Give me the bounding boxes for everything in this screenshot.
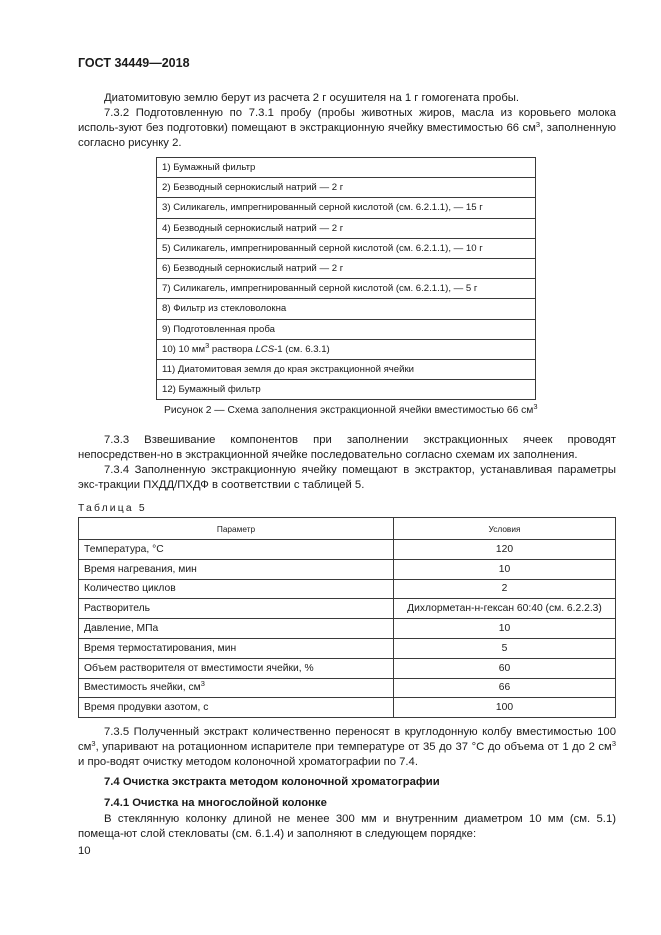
scheme-row: 7) Силикагель, импрегнированный серной кислотой (см. 6.2.1.1), — 5 г: [157, 279, 536, 299]
table-row: Вместимость ячейки, $см^3$ 66: [79, 678, 616, 698]
scheme-row: 11) Диатомитовая земля до края экстракционной ячейки: [157, 359, 536, 379]
table-row: Время термостатирования, мин 5: [79, 638, 616, 658]
page-number: 10: [78, 845, 91, 857]
paragraph-7-3-5: 7.3.5 Полученный экстракт количественно переносят в круглодонную колбу вместимостью 100 $см^3$, упаривают на ротационном испарителе при температуре от 35 до 37 °С до объема от 1 до 2 $см^3$ и про-водят очистку методом колоночной хроматографии по 7.4.: [78, 726, 616, 768]
paragraph-7-3-3: 7.3.3 Взвешивание компонентов при заполнении экстракционных ячеек проводят непосредствен-но в экстракционной ячейке последовательно согласно схемам их заполнения.: [78, 434, 616, 461]
paragraph-7-3-2: 7.3.2 Подготовленную по 7.3.1 пробу (пробы животных жиров, масла из коровьего молока исполь-зуют без подготовки) помещают в экстракционную ячейку вместимостью 66 $см^3$, заполненную согласно рисунку 2.: [78, 107, 616, 149]
scheme-row: 10) 10 $мм^3$ раствора LCS-1 (см. 6.3.1): [157, 339, 536, 359]
paragraph-diatomite: Диатомитовую землю берут из расчета 2 г осушителя на 1 г гомогената пробы.: [104, 92, 520, 104]
table-row: Растворитель Дихлорметан-н-гексан 60:40 (см. 6.2.2.3): [79, 599, 616, 619]
table-row: Объем растворителя от вместимости ячейки, % 60: [79, 658, 616, 678]
paragraph-7-3-5-block: [78, 725, 616, 770]
scheme-row: 4) Безводный сернокислый натрий — 2 г: [157, 218, 536, 238]
column-header-conditions: Условия: [394, 518, 616, 540]
table-row: Время продувки азотом, с 100: [79, 698, 616, 718]
scheme-row: 12) Бумажный фильтр: [157, 380, 536, 400]
scheme-row: 8) Фильтр из стекловолокна: [157, 299, 536, 319]
extraction-cell-scheme: [156, 157, 536, 400]
extraction-parameters-table: [78, 517, 616, 718]
table-row: Количество циклов 2: [79, 579, 616, 599]
paragraph-7-3-4: 7.3.4 Заполненную экстракционную ячейку помещают в экстрактор, устанавливая параметры экс-тракции ПХДД/ПХДФ в соответствии с таблицей 5.: [78, 464, 616, 491]
intro-section: [78, 91, 616, 151]
scheme-row: 3) Силикагель, импрегнированный серной кислотой (см. 6.2.1.1), — 15 г: [157, 198, 536, 218]
paragraph-7-4-1: В стеклянную колонку длиной не менее 300 мм и внутренним диаметром 10 мм (см. 5.1) помеща-ют слой стекловаты (см. 6.1.4) и заполняют в следующем порядке:: [78, 813, 616, 840]
table-row: Давление, МПа 10: [79, 619, 616, 639]
table-header-row: [79, 518, 616, 540]
table-label: Таблица 5: [78, 503, 147, 514]
table-row: Время нагревания, мин 10: [79, 559, 616, 579]
document-header: ГОСТ 34449—2018: [78, 56, 190, 70]
column-header-parameter: Параметр: [79, 518, 394, 540]
paragraph-7-4-1-block: [78, 812, 616, 842]
figure-caption: Рисунок 2 — Схема заполнения экстракционной ячейки вместимостью 66 $см^3$: [164, 402, 538, 416]
scheme-row: 6) Безводный сернокислый натрий — 2 г: [157, 258, 536, 278]
section-heading-7-4: 7.4 Очистка экстракта методом колоночной хроматографии: [104, 776, 440, 788]
mid-section: [78, 433, 616, 493]
scheme-row: 5) Силикагель, импрегнированный серной кислотой (см. 6.2.1.1), — 10 г: [157, 238, 536, 258]
table-row: Температура, °С 120: [79, 540, 616, 560]
scheme-row: 2) Безводный сернокислый натрий — 2 г: [157, 178, 536, 198]
scheme-row: 9) Подготовленная проба: [157, 319, 536, 339]
section-heading-7-4-1: 7.4.1 Очистка на многослойной колонке: [104, 797, 327, 809]
scheme-row: 1) Бумажный фильтр: [157, 158, 536, 178]
